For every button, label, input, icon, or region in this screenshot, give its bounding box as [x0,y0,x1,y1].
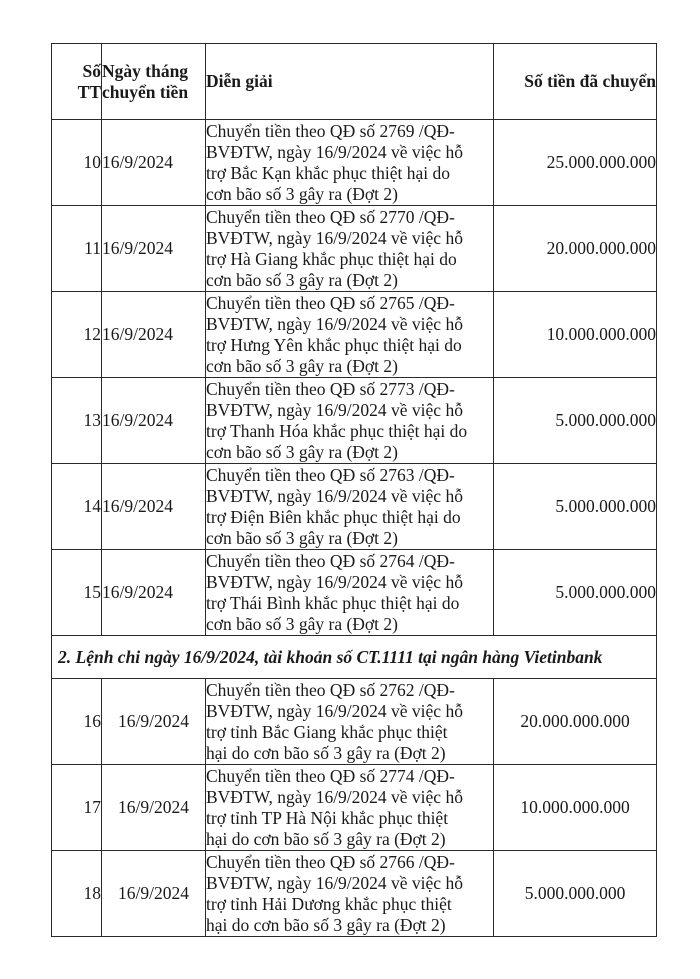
description-line: cơn bão số 3 gây ra (Đợt 2) [206,441,398,462]
description-line: Chuyển tiền theo QĐ số 2769 /QĐ- [206,120,455,141]
row-date: 16/9/2024 [102,120,206,206]
description-line: cơn bão số 3 gây ra (Đợt 2) [206,613,398,634]
description-line: cơn bão số 3 gây ra (Đợt 2) [206,183,398,204]
description-line: trợ Hà Giang khắc phục thiệt hại do [206,248,457,269]
description-line: trợ Hưng Yên khắc phục thiệt hại do [206,334,462,355]
description-line: BVĐTW, ngày 16/9/2024 về việc hỗ [206,227,463,248]
description-line: hại do cơn bão số 3 gây ra (Đợt 2) [206,914,446,935]
table-row [52,765,657,851]
header-amount: Số tiền đã chuyển [494,44,657,120]
header-date-line1: Ngày tháng [102,60,189,81]
header-stt [52,44,102,120]
description-line: Chuyển tiền theo QĐ số 2766 /QĐ- [206,851,455,872]
row-date: 16/9/2024 [102,292,206,378]
description-line: hại do cơn bão số 3 gây ra (Đợt 2) [206,828,446,849]
description-line: BVĐTW, ngày 16/9/2024 về việc hỗ [206,399,463,420]
row-date: 16/9/2024 [102,765,206,851]
description-line: Chuyển tiền theo QĐ số 2763 /QĐ- [206,464,455,485]
description-line: Chuyển tiền theo QĐ số 2764 /QĐ- [206,550,455,571]
description-line: trợ Thái Bình khắc phục thiệt hại do [206,592,460,613]
row-stt: 14 [52,464,102,550]
row-stt: 16 [52,679,102,765]
row-amount: 5.000.000.000 [494,851,657,937]
row-date: 16/9/2024 [102,378,206,464]
description-line: BVĐTW, ngày 16/9/2024 về việc hỗ [206,485,463,506]
group1-rows [52,120,657,636]
row-description [206,378,494,464]
description-line: BVĐTW, ngày 16/9/2024 về việc hỗ [206,571,463,592]
description-line: BVĐTW, ngày 16/9/2024 về việc hỗ [206,786,463,807]
description-line: BVĐTW, ngày 16/9/2024 về việc hỗ [206,141,463,162]
row-amount: 25.000.000.000 [494,120,657,206]
row-amount: 5.000.000.000 [494,550,657,636]
row-amount: 10.000.000.000 [494,292,657,378]
header-stt-line2: TT [77,81,101,102]
row-stt: 11 [52,206,102,292]
table-header-row [52,44,657,120]
description-line: trợ Điện Biên khắc phục thiệt hại do [206,506,461,527]
description-line: Chuyển tiền theo QĐ số 2773 /QĐ- [206,378,455,399]
description-line: trợ Bắc Kạn khắc phục thiệt hại do [206,162,450,183]
header-date [102,44,206,120]
table-row [52,851,657,937]
row-date: 16/9/2024 [102,851,206,937]
row-date: 16/9/2024 [102,550,206,636]
transfer-table [51,43,657,937]
row-stt: 18 [52,851,102,937]
section-title: 2. Lệnh chi ngày 16/9/2024, tài khoản số CT.1111 tại ngân hàng Vietinbank [52,636,657,679]
row-description [206,206,494,292]
row-stt: 17 [52,765,102,851]
row-date: 16/9/2024 [102,206,206,292]
description-line: cơn bão số 3 gây ra (Đợt 2) [206,269,398,290]
table-row [52,292,657,378]
description-line: Chuyển tiền theo QĐ số 2765 /QĐ- [206,292,455,313]
table-row [52,679,657,765]
row-amount: 5.000.000.000 [494,464,657,550]
row-description [206,120,494,206]
row-amount: 20.000.000.000 [494,679,657,765]
row-description [206,679,494,765]
description-line: hại do cơn bão số 3 gây ra (Đợt 2) [206,742,446,763]
row-description [206,851,494,937]
row-description [206,292,494,378]
table-row [52,464,657,550]
section-row [52,636,657,679]
row-stt: 15 [52,550,102,636]
description-line: BVĐTW, ngày 16/9/2024 về việc hỗ [206,313,463,334]
group2-rows [52,679,657,937]
table-row [52,550,657,636]
row-date: 16/9/2024 [102,679,206,765]
row-date: 16/9/2024 [102,464,206,550]
description-line: BVĐTW, ngày 16/9/2024 về việc hỗ [206,700,463,721]
description-line: trợ tỉnh TP Hà Nội khắc phục thiệt [206,807,449,828]
description-line: cơn bão số 3 gây ra (Đợt 2) [206,355,398,376]
table-row [52,206,657,292]
row-stt: 12 [52,292,102,378]
row-description [206,765,494,851]
description-line: trợ tỉnh Bắc Giang khắc phục thiệt [206,721,448,742]
row-stt: 13 [52,378,102,464]
table-row [52,378,657,464]
header-stt-line1: Số [82,60,101,81]
description-line: Chuyển tiền theo QĐ số 2762 /QĐ- [206,679,455,700]
header-description: Diễn giải [206,44,494,120]
row-amount: 5.000.000.000 [494,378,657,464]
description-line: trợ tỉnh Hải Dương khắc phục thiệt [206,893,452,914]
row-description [206,550,494,636]
row-stt: 10 [52,120,102,206]
table-row [52,120,657,206]
row-amount: 20.000.000.000 [494,206,657,292]
description-line: BVĐTW, ngày 16/9/2024 về việc hỗ [206,872,463,893]
description-line: trợ Thanh Hóa khắc phục thiệt hại do [206,420,468,441]
description-line: Chuyển tiền theo QĐ số 2770 /QĐ- [206,206,455,227]
row-description [206,464,494,550]
row-amount: 10.000.000.000 [494,765,657,851]
header-date-line2: chuyển tiền [102,81,189,102]
description-line: Chuyển tiền theo QĐ số 2774 /QĐ- [206,765,455,786]
description-line: cơn bão số 3 gây ra (Đợt 2) [206,527,398,548]
